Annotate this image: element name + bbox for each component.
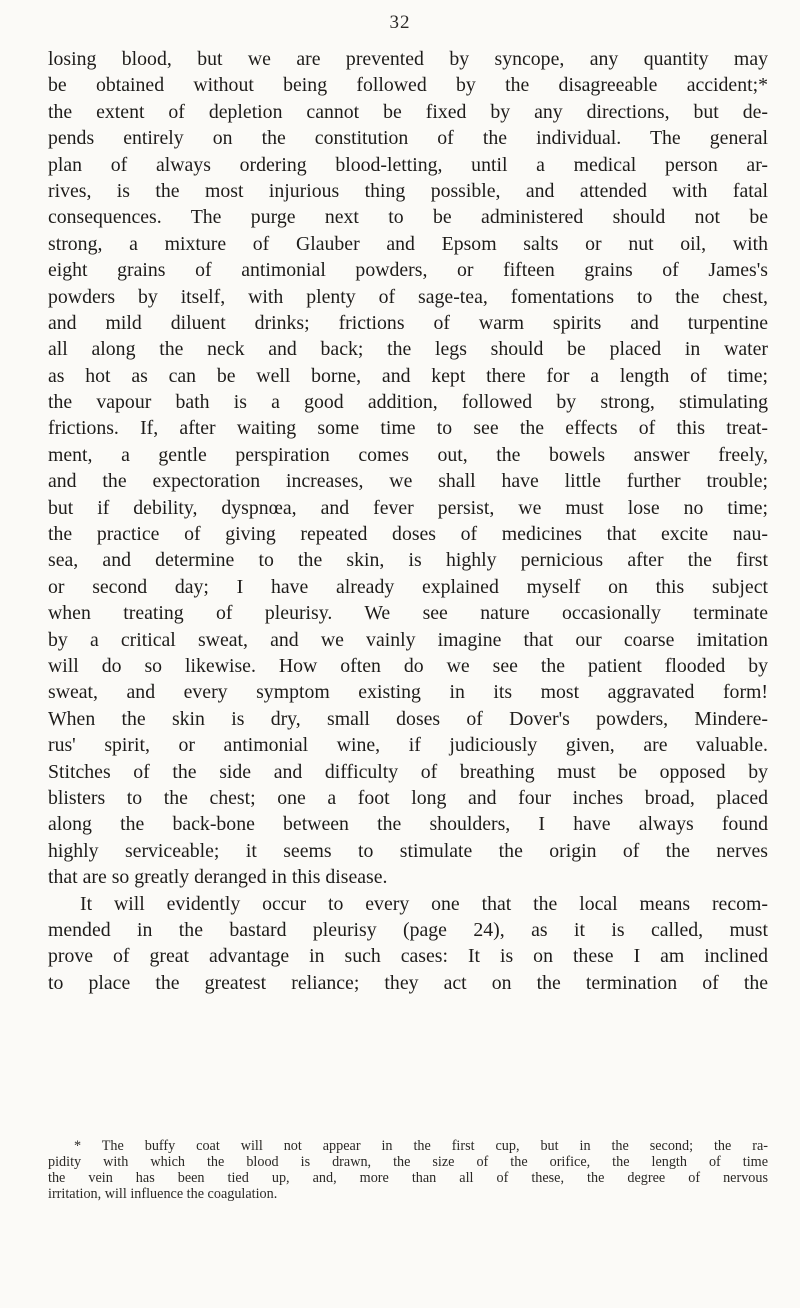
- text-line: that are so greatly deranged in this disease.: [48, 866, 388, 889]
- text-line: It will evidently occur to every one that the local means recom-: [80, 892, 768, 915]
- text-line: highly serviceable; it seems to stimulate the origin of the nerves: [48, 839, 768, 862]
- text-line: frictions. If, after waiting some time to see the effects of this treat-: [48, 417, 768, 440]
- text-line: all along the neck and back; the legs should be placed in water: [48, 338, 768, 361]
- text-line: ment, a gentle perspiration comes out, the bowels answer freely,: [48, 443, 768, 466]
- footnote-line: the vein has been tied up, and, more than all of these, the degree of nervous: [48, 1170, 768, 1186]
- text-line: When the skin is dry, small doses of Dover's powders, Mindere-: [48, 707, 768, 730]
- body-text: [48, 46, 768, 996]
- text-line: the vapour bath is a good addition, followed by strong, stimulating: [48, 391, 768, 414]
- text-line: plan of always ordering blood-letting, until a medical person ar-: [48, 153, 768, 176]
- footnote-line: pidity with which the blood is drawn, the size of the orifice, the length of time: [48, 1154, 768, 1170]
- text-line: powders by itself, with plenty of sage-tea, fomentations to the chest,: [48, 285, 768, 308]
- text-line: rus' spirit, or antimonial wine, if judiciously given, are valuable.: [48, 734, 768, 757]
- text-line: consequences. The purge next to be administered should not be: [48, 206, 768, 229]
- page-number: 32: [389, 12, 411, 33]
- text-line: be obtained without being followed by the disagreeable accident;*: [48, 74, 768, 97]
- text-line: along the back-bone between the shoulders, I have always found: [48, 813, 768, 836]
- text-line: to place the greatest reliance; they act on the termination of the: [48, 971, 768, 994]
- footnote-line: irritation, will influence the coagulation.: [48, 1186, 278, 1202]
- text-line: eight grains of antimonial powders, or fifteen grains of James's: [48, 259, 768, 282]
- text-line: prove of great advantage in such cases: It is on these I am inclined: [48, 945, 768, 968]
- text-line: the practice of giving repeated doses of medicines that excite nau-: [48, 523, 768, 546]
- text-line: Stitches of the side and difficulty of breathing must be opposed by: [48, 760, 768, 783]
- text-line: sweat, and every symptom existing in its most aggravated form!: [48, 681, 768, 704]
- text-line: or second day; I have already explained myself on this subject: [48, 575, 768, 598]
- text-line: blisters to the chest; one a foot long and four inches broad, placed: [48, 786, 768, 809]
- text-line: the extent of depletion cannot be fixed by any directions, but de-: [48, 100, 768, 123]
- text-line: sea, and determine to the skin, is highly pernicious after the first: [48, 549, 768, 572]
- text-line: by a critical sweat, and we vainly imagine that our coarse imitation: [48, 628, 768, 651]
- text-line: pends entirely on the constitution of the individual. The general: [48, 127, 768, 150]
- text-line: losing blood, but we are prevented by syncope, any quantity may: [48, 48, 768, 70]
- text-line: rives, is the most injurious thing possible, and attended with fatal: [48, 179, 768, 202]
- text-line: will do so likewise. How often do we see the patient flooded by: [48, 654, 768, 677]
- text-line: and mild diluent drinks; frictions of warm spirits and turpentine: [48, 311, 768, 334]
- text-line: mended in the bastard pleurisy (page 24), as it is called, must: [48, 918, 768, 941]
- text-line: but if debility, dyspnœa, and fever persist, we must lose no time;: [48, 496, 768, 519]
- text-line: and the expectoration increases, we shall have little further trouble;: [48, 470, 768, 493]
- footnote-line: * The buffy coat will not appear in the first cup, but in the second; the ra-: [74, 1138, 768, 1154]
- text-line: as hot as can be well borne, and kept there for a length of time;: [48, 364, 768, 387]
- footnote: [48, 1138, 768, 1202]
- text-line: when treating of pleurisy. We see nature occasionally terminate: [48, 602, 768, 625]
- text-line: strong, a mixture of Glauber and Epsom salts or nut oil, with: [48, 232, 768, 255]
